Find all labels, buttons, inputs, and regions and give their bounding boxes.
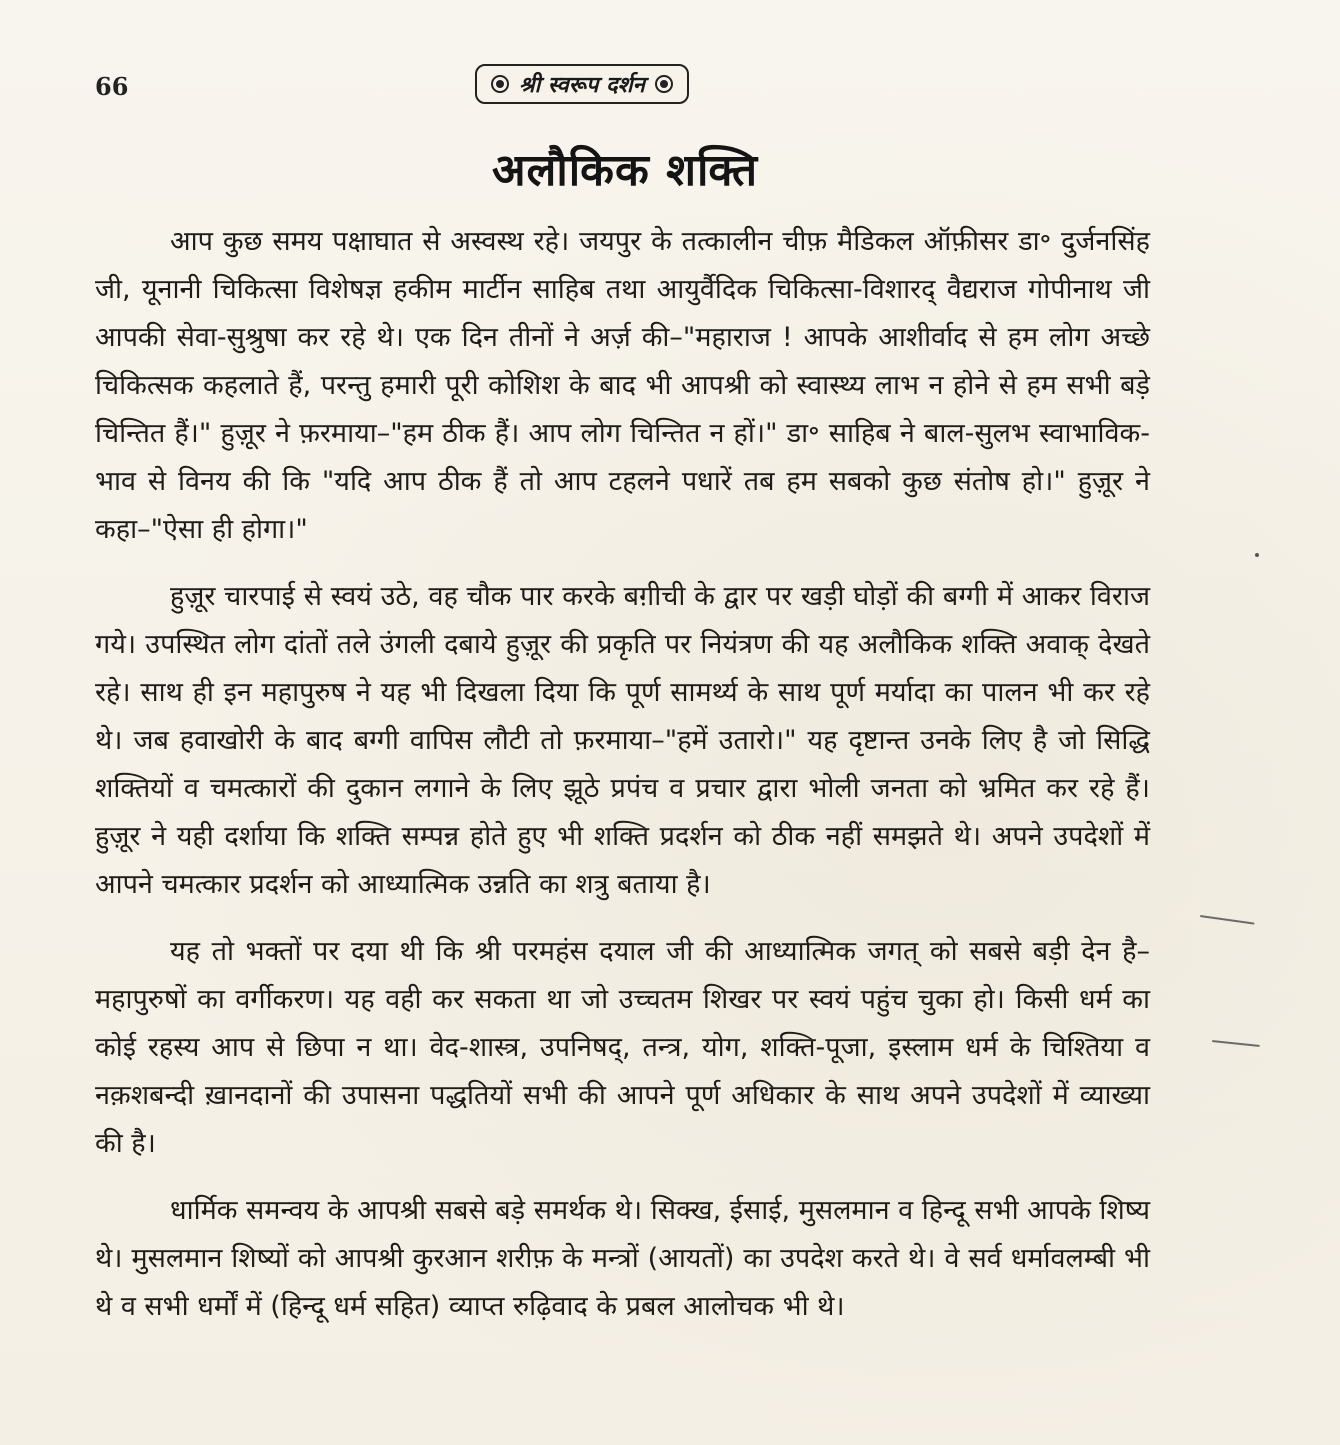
body-text bbox=[95, 218, 1150, 1331]
running-head-title: श्री स्वरूप दर्शन bbox=[519, 73, 645, 98]
rosette-ornament-icon bbox=[655, 75, 673, 93]
margin-pen-mark bbox=[1200, 915, 1255, 925]
page-header bbox=[95, 62, 1155, 106]
margin-dot-mark bbox=[1255, 553, 1259, 557]
chapter-title: अलौकिक शक्ति bbox=[491, 145, 759, 196]
running-head-box bbox=[475, 64, 689, 104]
margin-pen-mark bbox=[1212, 1040, 1260, 1047]
paragraph: धार्मिक समन्वय के आपश्री सबसे बड़े समर्थक थे। सिक्ख, ईसाई, मुसलमान व हिन्दू सभी आपके शिष्य थे। मुसलमान शिष्यों को आपश्री कुरआन शरीफ़ के मन्त्रों (आयतों) का उपदेश करते थे। वे सर्व धर्मावलम्बी भी थे व सभी धर्मों में (हिन्दू धर्म सहित) व्याप्त रुढ़िवाद के प्रबल आलोचक भी थे। bbox=[95, 1195, 1150, 1322]
page-number: 66 bbox=[95, 72, 129, 101]
rosette-ornament-icon bbox=[491, 75, 509, 93]
paragraph: हुज़ूर चारपाई से स्वयं उठे, वह चौक पार करके बग़ीची के द्वार पर खड़ी घोड़ों की बग्गी में आकर विराज गये। उपस्थित लोग दांतों तले उंगली दबाये हुज़ूर की प्रकृति पर नियंत्रण की यह अलौकिक शक्ति अवाक् देखते रहे। साथ ही इन महापुरुष ने यह भी दिखला दिया कि पूर्ण सामर्थ्य के साथ पूर्ण मर्यादा का पालन भी कर रहे थे। जब हवाखोरी के बाद बग्गी वापिस लौटी तो फ़रमाया–"हमें उतारो।" यह दृष्टान्त उनके लिए है जो सिद्धि शक्तियों व चमत्कारों की दुकान लगाने के लिए झूठे प्रपंच व प्रचार द्वारा भोली जनता को भ्रमित कर रहे हैं। हुज़ूर ने यही दर्शाया कि शक्ति सम्पन्न होते हुए भी शक्ति प्रदर्शन को ठीक नहीं समझते थे। अपने उपदेशों में आपने चमत्कार प्रदर्शन को आध्यात्मिक उन्नति का शत्रु बताया है। bbox=[95, 581, 1150, 900]
paragraph: यह तो भक्तों पर दया थी कि श्री परमहंस दयाल जी की आध्यात्मिक जगत् को सबसे बड़ी देन है–महापुरुषों का वर्गीकरण। यह वही कर सकता था जो उच्चतम शिखर पर स्वयं पहुंच चुका हो। किसी धर्म का कोई रहस्य आप से छिपा न था। वेद-शास्त्र, उपनिषद्, तन्त्र, योग, शक्ति-पूजा, इस्लाम धर्म के चिश्तिया व नक़शबन्दी ख़ानदानों की उपासना पद्धतियों सभी की आपने पूर्ण अधिकार के साथ अपने उपदेशों में व्याख्या की है। bbox=[95, 936, 1150, 1159]
paragraph: आप कुछ समय पक्षाघात से अस्वस्थ रहे। जयपुर के तत्कालीन चीफ़ मैडिकल ऑफ़ीसर डा॰ दुर्जनसिंह जी, यूनानी चिकित्सा विशेषज्ञ हकीम मार्टीन साहिब तथा आयुर्वैदिक चिकित्सा-विशारद् वैद्यराज गोपीनाथ जी आपकी सेवा-सुश्रुषा कर रहे थे। एक दिन तीनों ने अर्ज़ की–"महाराज ! आपके आशीर्वाद से हम लोग अच्छे चिकित्सक कहलाते हैं, परन्तु हमारी पूरी कोशिश के बाद भी आपश्री को स्वास्थ्य लाभ न होने से हम सभी बड़े चिन्तित हैं।" हुज़ूर ने फ़रमाया–"हम ठीक हैं। आप लोग चिन्तित न हों।" डा॰ साहिब ने बाल-सुलभ स्वाभाविक-भाव से विनय की कि "यदि आप ठीक हैं तो आप टहलने पधारें तब हम सबको कुछ संतोष हो।" हुज़ूर ने कहा–"ऐसा ही होगा।" bbox=[95, 226, 1150, 545]
